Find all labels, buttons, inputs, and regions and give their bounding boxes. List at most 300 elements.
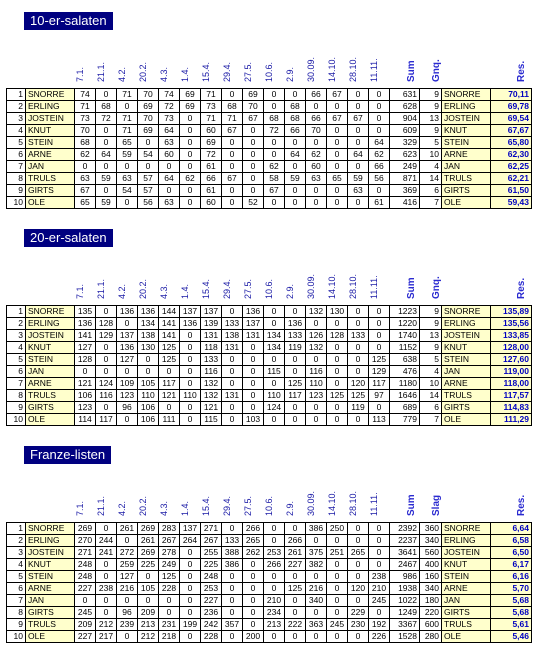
score-cell: 0 xyxy=(348,306,369,318)
score-cell: 60 xyxy=(201,125,222,137)
score-cell: 131 xyxy=(222,342,243,354)
score-cell: 137 xyxy=(180,523,201,535)
score-cell: 245 xyxy=(369,595,390,607)
column-header-date: 27.5. xyxy=(243,61,253,82)
score-cell: 0 xyxy=(348,318,369,330)
score-cell: 0 xyxy=(369,607,390,619)
score-cell: 116 xyxy=(201,366,222,378)
score-cell: 262 xyxy=(243,547,264,559)
result-cell: 62,30 xyxy=(491,149,532,161)
score-cell: 0 xyxy=(369,402,390,414)
score-cell: 0 xyxy=(348,137,369,149)
rank-cell: 10 xyxy=(7,197,26,209)
sum-cell: 3367 xyxy=(390,619,420,631)
score-cell: 64 xyxy=(369,137,390,149)
sum-cell: 638 xyxy=(390,354,420,366)
score-cell: 67 xyxy=(243,113,264,125)
player-name-cell: SNORRE xyxy=(26,306,75,318)
score-cell: 0 xyxy=(180,161,201,173)
score-cell: 119 xyxy=(348,402,369,414)
score-cell: 0 xyxy=(180,354,201,366)
score-cell: 0 xyxy=(306,414,327,426)
score-cell: 248 xyxy=(201,571,222,583)
score-cell: 70 xyxy=(138,113,159,125)
score-cell: 0 xyxy=(327,631,348,643)
score-cell: 0 xyxy=(96,595,117,607)
rank-cell: 5 xyxy=(7,137,26,149)
score-cell: 340 xyxy=(306,595,327,607)
column-header-date: 30.09. xyxy=(306,490,316,516)
score-cell: 106 xyxy=(75,390,96,402)
score-cell: 125 xyxy=(159,354,180,366)
standings-table xyxy=(6,88,532,209)
score-cell: 0 xyxy=(180,137,201,149)
count-cell: 4 xyxy=(420,366,442,378)
result-cell: 59,43 xyxy=(491,197,532,209)
score-cell: 134 xyxy=(138,318,159,330)
score-cell: 271 xyxy=(75,547,96,559)
player-name-cell: JAN xyxy=(26,161,75,173)
score-cell: 117 xyxy=(159,378,180,390)
score-cell: 0 xyxy=(243,390,264,402)
player-name-cell: GIRTS xyxy=(26,607,75,619)
score-cell: 0 xyxy=(96,306,117,318)
column-header-date: 2.9. xyxy=(285,500,295,516)
player-name-cell: KNUT xyxy=(26,342,75,354)
score-cell: 0 xyxy=(285,595,306,607)
score-cell: 68 xyxy=(285,101,306,113)
score-cell: 59 xyxy=(96,173,117,185)
player-name-cell: JOSTEIN xyxy=(26,113,75,125)
player-name-repeat-cell: KNUT xyxy=(442,125,491,137)
result-cell: 133,85 xyxy=(491,330,532,342)
score-cell: 265 xyxy=(348,547,369,559)
sum-cell: 1249 xyxy=(390,607,420,619)
score-cell: 210 xyxy=(264,595,285,607)
count-cell: 10 xyxy=(420,149,442,161)
player-name-repeat-cell: OLE xyxy=(442,631,491,643)
score-cell: 68 xyxy=(222,101,243,113)
score-cell: 114 xyxy=(75,414,96,426)
score-cell: 110 xyxy=(138,390,159,402)
player-name-repeat-cell: GIRTS xyxy=(442,185,491,197)
score-cell: 0 xyxy=(96,185,117,197)
rank-cell: 1 xyxy=(7,89,26,101)
result-cell: 62,25 xyxy=(491,161,532,173)
sum-cell: 871 xyxy=(390,173,420,185)
score-cell: 0 xyxy=(306,535,327,547)
sum-cell: 986 xyxy=(390,571,420,583)
score-cell: 133 xyxy=(285,330,306,342)
count-cell: 6 xyxy=(420,185,442,197)
score-cell: 0 xyxy=(222,595,243,607)
player-name-cell: JAN xyxy=(26,366,75,378)
score-cell: 236 xyxy=(201,607,222,619)
sum-cell: 1022 xyxy=(390,595,420,607)
player-name-repeat-cell: TRULS xyxy=(442,390,491,402)
rank-cell: 4 xyxy=(7,559,26,571)
score-cell: 228 xyxy=(201,631,222,643)
score-cell: 0 xyxy=(222,523,243,535)
score-cell: 71 xyxy=(222,113,243,125)
count-cell: 13 xyxy=(420,330,442,342)
result-cell: 127,60 xyxy=(491,354,532,366)
score-cell: 0 xyxy=(327,583,348,595)
score-cell: 135 xyxy=(75,306,96,318)
score-cell: 118 xyxy=(201,342,222,354)
player-name-repeat-cell: GIRTS xyxy=(442,402,491,414)
score-cell: 141 xyxy=(75,330,96,342)
score-cell: 0 xyxy=(306,402,327,414)
score-cell: 0 xyxy=(369,101,390,113)
column-header-date: 15.4. xyxy=(201,278,211,299)
score-cell: 59 xyxy=(348,173,369,185)
score-cell: 253 xyxy=(201,583,222,595)
score-cell: 0 xyxy=(138,366,159,378)
score-cell: 71 xyxy=(117,113,138,125)
rank-cell: 5 xyxy=(7,571,26,583)
score-cell: 238 xyxy=(96,583,117,595)
score-cell: 0 xyxy=(243,607,264,619)
score-cell: 271 xyxy=(201,523,222,535)
score-cell: 0 xyxy=(327,571,348,583)
section-title: 20-er-salaten xyxy=(24,229,113,247)
score-cell: 0 xyxy=(369,342,390,354)
score-cell: 111 xyxy=(159,414,180,426)
score-cell: 239 xyxy=(117,619,138,631)
score-cell: 57 xyxy=(138,173,159,185)
score-cell: 209 xyxy=(75,619,96,631)
sum-cell: 1938 xyxy=(390,583,420,595)
score-cell: 141 xyxy=(159,318,180,330)
score-cell: 106 xyxy=(138,402,159,414)
score-cell: 110 xyxy=(306,378,327,390)
score-cell: 0 xyxy=(222,185,243,197)
count-cell: 360 xyxy=(420,523,442,535)
score-cell: 131 xyxy=(222,390,243,402)
score-cell: 66 xyxy=(306,113,327,125)
column-header-date: 4.2. xyxy=(117,66,127,82)
score-cell: 66 xyxy=(306,89,327,101)
score-cell: 209 xyxy=(138,607,159,619)
score-cell: 0 xyxy=(75,161,96,173)
score-cell: 0 xyxy=(243,137,264,149)
score-cell: 136 xyxy=(117,306,138,318)
score-cell: 69 xyxy=(180,101,201,113)
section-title: 10-er-salaten xyxy=(24,12,113,30)
score-cell: 74 xyxy=(75,89,96,101)
table-row xyxy=(7,571,532,583)
result-cell: 6,50 xyxy=(491,547,532,559)
score-cell: 0 xyxy=(306,137,327,149)
score-cell: 264 xyxy=(180,535,201,547)
score-cell: 0 xyxy=(96,366,117,378)
player-name-cell: ARNE xyxy=(26,583,75,595)
player-name-cell: ARNE xyxy=(26,149,75,161)
score-cell: 0 xyxy=(285,306,306,318)
score-cell: 0 xyxy=(327,595,348,607)
player-name-repeat-cell: ERLING xyxy=(442,535,491,547)
score-cell: 0 xyxy=(243,619,264,631)
sum-cell: 369 xyxy=(390,185,420,197)
score-cell: 62 xyxy=(75,149,96,161)
score-cell: 0 xyxy=(264,535,285,547)
score-cell: 218 xyxy=(159,631,180,643)
score-cell: 138 xyxy=(222,330,243,342)
score-cell: 216 xyxy=(306,583,327,595)
score-cell: 0 xyxy=(159,607,180,619)
score-cell: 267 xyxy=(201,535,222,547)
score-cell: 144 xyxy=(159,306,180,318)
score-cell: 73 xyxy=(201,101,222,113)
score-cell: 72 xyxy=(201,149,222,161)
score-cell: 0 xyxy=(369,559,390,571)
score-cell: 266 xyxy=(264,559,285,571)
score-cell: 261 xyxy=(117,523,138,535)
score-cell: 63 xyxy=(159,137,180,149)
score-cell: 0 xyxy=(222,149,243,161)
count-cell: 7 xyxy=(420,197,442,209)
count-cell: 6 xyxy=(420,402,442,414)
score-cell: 116 xyxy=(96,390,117,402)
sum-cell: 779 xyxy=(390,414,420,426)
score-cell: 65 xyxy=(75,197,96,209)
column-header-sum: Sum xyxy=(406,60,417,82)
score-cell: 0 xyxy=(117,161,138,173)
score-cell: 132 xyxy=(306,306,327,318)
score-cell: 137 xyxy=(201,306,222,318)
table-row xyxy=(7,607,532,619)
score-cell: 267 xyxy=(159,535,180,547)
score-cell: 67 xyxy=(222,173,243,185)
score-cell: 0 xyxy=(348,354,369,366)
score-cell: 0 xyxy=(264,571,285,583)
score-cell: 269 xyxy=(138,547,159,559)
score-cell: 0 xyxy=(243,125,264,137)
score-cell: 227 xyxy=(201,595,222,607)
column-header-date: 15.4. xyxy=(201,495,211,516)
rank-cell: 8 xyxy=(7,173,26,185)
player-name-repeat-cell: ARNE xyxy=(442,149,491,161)
sum-cell: 631 xyxy=(390,89,420,101)
score-cell: 259 xyxy=(117,559,138,571)
score-cell: 133 xyxy=(222,318,243,330)
score-cell: 0 xyxy=(222,571,243,583)
score-cell: 244 xyxy=(96,535,117,547)
count-cell: 600 xyxy=(420,619,442,631)
player-name-cell: TRULS xyxy=(26,619,75,631)
score-cell: 0 xyxy=(138,571,159,583)
sum-cell: 2237 xyxy=(390,535,420,547)
result-cell: 5,70 xyxy=(491,583,532,595)
column-header-date: 14.10. xyxy=(327,490,337,516)
column-header-date: 4.2. xyxy=(117,500,127,516)
column-header-date: 11.11. xyxy=(369,492,379,516)
rank-cell: 2 xyxy=(7,101,26,113)
score-cell: 375 xyxy=(306,547,327,559)
count-cell: 13 xyxy=(420,113,442,125)
player-name-repeat-cell: STEIN xyxy=(442,571,491,583)
score-cell: 0 xyxy=(285,631,306,643)
sum-cell: 904 xyxy=(390,113,420,125)
table-row xyxy=(7,89,532,101)
table-row xyxy=(7,378,532,390)
column-header-date: 29.4. xyxy=(222,61,232,82)
count-cell: 340 xyxy=(420,583,442,595)
score-cell: 71 xyxy=(201,113,222,125)
score-cell: 0 xyxy=(222,306,243,318)
score-cell: 0 xyxy=(264,354,285,366)
count-cell: 9 xyxy=(420,306,442,318)
column-header-sum: Sum xyxy=(406,277,417,299)
score-cell: 129 xyxy=(369,366,390,378)
score-cell: 105 xyxy=(138,583,159,595)
table-row xyxy=(7,173,532,185)
rank-cell: 1 xyxy=(7,306,26,318)
rank-cell: 7 xyxy=(7,378,26,390)
score-cell: 134 xyxy=(264,330,285,342)
score-cell: 0 xyxy=(96,354,117,366)
score-cell: 245 xyxy=(75,607,96,619)
score-cell: 0 xyxy=(264,101,285,113)
score-cell: 0 xyxy=(243,354,264,366)
score-cell: 123 xyxy=(306,390,327,402)
sum-cell: 1528 xyxy=(390,631,420,643)
score-cell: 0 xyxy=(348,101,369,113)
score-cell: 0 xyxy=(369,318,390,330)
score-cell: 0 xyxy=(348,125,369,137)
column-header-date: 10.6. xyxy=(264,278,274,299)
score-cell: 0 xyxy=(327,414,348,426)
score-cell: 0 xyxy=(180,547,201,559)
column-header-date: 30.09. xyxy=(306,56,316,82)
result-cell: 118,00 xyxy=(491,378,532,390)
count-cell: 9 xyxy=(420,318,442,330)
score-cell: 0 xyxy=(327,535,348,547)
score-cell: 0 xyxy=(243,185,264,197)
player-name-repeat-cell: SNORRE xyxy=(442,306,491,318)
score-cell: 0 xyxy=(264,414,285,426)
result-cell: 135,89 xyxy=(491,306,532,318)
player-name-cell: JAN xyxy=(26,595,75,607)
result-cell: 70,11 xyxy=(491,89,532,101)
score-cell: 0 xyxy=(180,571,201,583)
score-cell: 0 xyxy=(327,342,348,354)
count-cell: 220 xyxy=(420,607,442,619)
player-name-cell: JOSTEIN xyxy=(26,330,75,342)
score-cell: 0 xyxy=(327,197,348,209)
score-cell: 227 xyxy=(75,631,96,643)
score-cell: 0 xyxy=(96,125,117,137)
score-cell: 137 xyxy=(243,318,264,330)
score-cell: 66 xyxy=(201,173,222,185)
score-cell: 125 xyxy=(285,378,306,390)
sum-cell: 416 xyxy=(390,197,420,209)
score-cell: 73 xyxy=(159,113,180,125)
score-cell: 0 xyxy=(96,137,117,149)
table-row xyxy=(7,101,532,113)
score-cell: 63 xyxy=(348,185,369,197)
rank-cell: 3 xyxy=(7,330,26,342)
sum-cell: 623 xyxy=(390,149,420,161)
score-cell: 0 xyxy=(348,571,369,583)
score-cell: 0 xyxy=(180,414,201,426)
result-cell: 5,68 xyxy=(491,607,532,619)
score-cell: 113 xyxy=(369,414,390,426)
score-cell: 141 xyxy=(159,330,180,342)
score-cell: 96 xyxy=(117,607,138,619)
table-row xyxy=(7,402,532,414)
score-cell: 71 xyxy=(75,101,96,113)
score-cell: 0 xyxy=(243,366,264,378)
score-cell: 230 xyxy=(348,619,369,631)
column-header-date: 21.1. xyxy=(96,278,106,299)
score-cell: 64 xyxy=(159,173,180,185)
score-cell: 74 xyxy=(159,89,180,101)
result-cell: 5,61 xyxy=(491,619,532,631)
score-cell: 0 xyxy=(306,101,327,113)
score-cell: 133 xyxy=(222,535,243,547)
table-row xyxy=(7,318,532,330)
result-cell: 6,16 xyxy=(491,571,532,583)
column-header-date: 28.10. xyxy=(348,490,358,516)
column-header-date: 14.10. xyxy=(327,273,337,299)
player-name-cell: OLE xyxy=(26,631,75,643)
score-cell: 61 xyxy=(369,197,390,209)
score-cell: 278 xyxy=(159,547,180,559)
score-cell: 126 xyxy=(306,330,327,342)
score-cell: 103 xyxy=(243,414,264,426)
score-cell: 133 xyxy=(201,354,222,366)
score-cell: 0 xyxy=(180,113,201,125)
column-header-date: 4.3. xyxy=(159,283,169,299)
score-cell: 97 xyxy=(369,390,390,402)
score-cell: 0 xyxy=(285,607,306,619)
score-cell: 0 xyxy=(285,197,306,209)
sum-cell: 1180 xyxy=(390,378,420,390)
score-cell: 139 xyxy=(201,318,222,330)
count-cell: 7 xyxy=(420,414,442,426)
score-cell: 0 xyxy=(96,571,117,583)
rank-cell: 10 xyxy=(7,631,26,643)
score-cell: 125 xyxy=(348,390,369,402)
count-cell: 10 xyxy=(420,378,442,390)
rank-cell: 9 xyxy=(7,185,26,197)
column-header-date: 11.11. xyxy=(369,58,379,82)
score-cell: 69 xyxy=(180,89,201,101)
count-cell: 14 xyxy=(420,173,442,185)
result-cell: 119,00 xyxy=(491,366,532,378)
score-cell: 216 xyxy=(117,583,138,595)
standings-table xyxy=(6,522,532,643)
score-cell: 137 xyxy=(117,330,138,342)
score-cell: 0 xyxy=(222,161,243,173)
score-cell: 0 xyxy=(75,366,96,378)
column-header-date: 11.11. xyxy=(369,275,379,299)
score-cell: 125 xyxy=(327,390,348,402)
score-cell: 0 xyxy=(222,366,243,378)
score-cell: 238 xyxy=(369,571,390,583)
score-cell: 59 xyxy=(117,149,138,161)
player-name-repeat-cell: KNUT xyxy=(442,559,491,571)
player-name-repeat-cell: JOSTEIN xyxy=(442,330,491,342)
score-cell: 388 xyxy=(222,547,243,559)
table-row xyxy=(7,535,532,547)
score-cell: 0 xyxy=(306,631,327,643)
score-cell: 0 xyxy=(180,559,201,571)
score-cell: 0 xyxy=(180,607,201,619)
score-cell: 245 xyxy=(327,619,348,631)
